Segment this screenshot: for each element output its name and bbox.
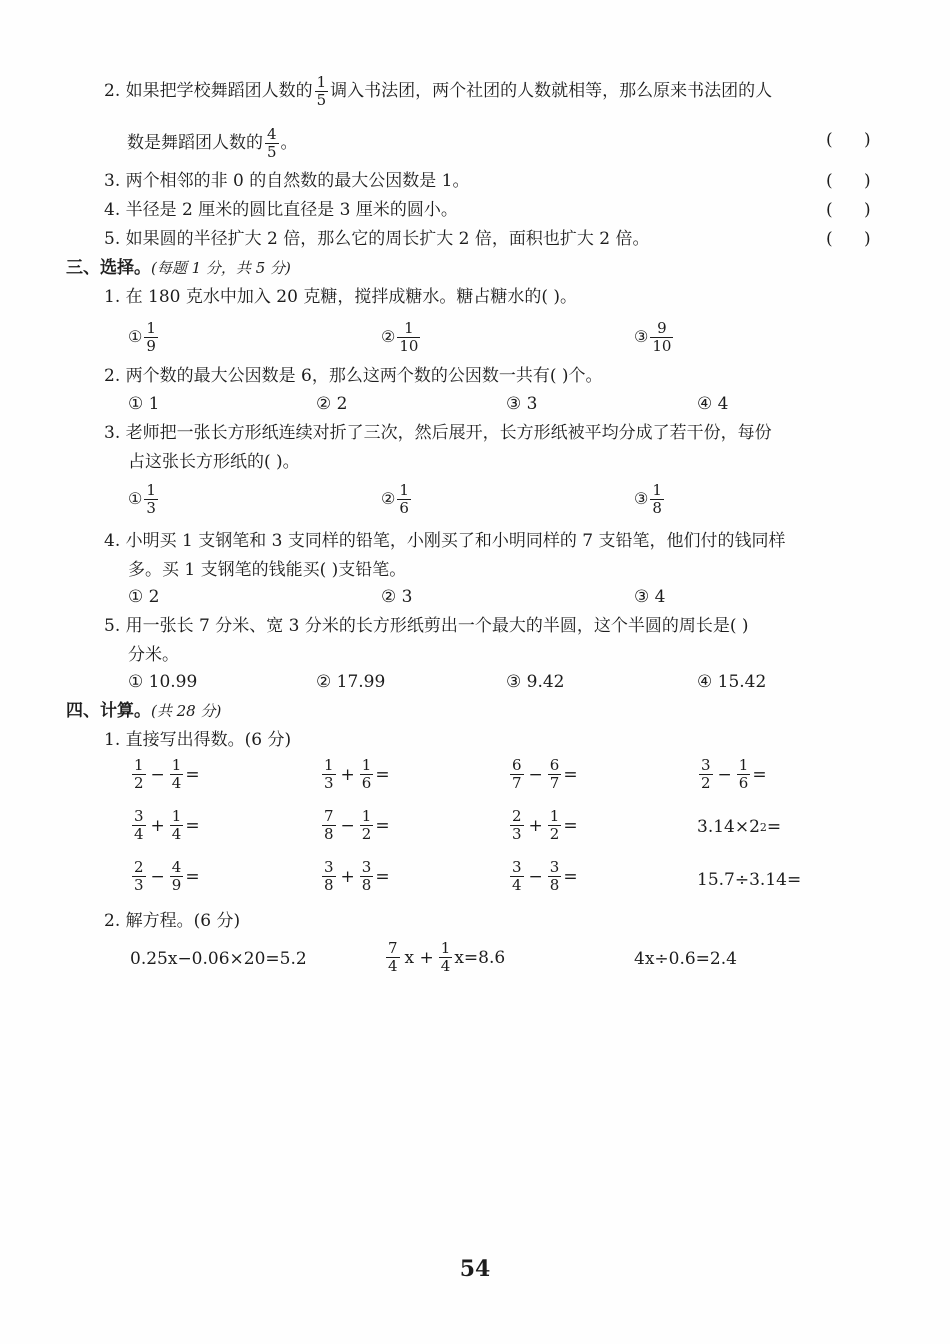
option[interactable]: ③ 3 <box>506 394 538 414</box>
judge-q5: 5. 如果圆的半径扩大 2 倍，那么它的周长扩大 2 倍，面积也扩大 2 倍。 <box>104 229 650 249</box>
judge-q3: 3. 两个相邻的非 0 的自然数的最大公因数是 1。 <box>104 171 470 191</box>
section-heading: 三、选择。(每题 1 分，共 5 分) <box>66 258 291 278</box>
fraction: $\frac{1}{5}$ <box>316 73 327 109</box>
option[interactable]: ② 17.99 <box>316 672 386 692</box>
option[interactable]: ② $\frac{1}{6}$ <box>381 481 409 517</box>
choice-q4-line2: 多。买 1 支钢笔的钱能买( )支铅笔。 <box>128 560 407 580</box>
calc-expression: $\frac{6}{7}$ − $\frac{6}{7}$ = <box>512 756 578 792</box>
answer-paren[interactable]: ( ) <box>826 229 871 249</box>
choice-q2: 2. 两个数的最大公因数是 6，那么这两个数的公因数一共有( )个。 <box>104 366 603 386</box>
option[interactable]: ③ $\frac{1}{8}$ <box>634 481 662 517</box>
option[interactable]: ① $\frac{1}{9}$ <box>128 319 156 355</box>
option[interactable]: ④ 15.42 <box>697 672 767 692</box>
calc-subheading: 2. 解方程。(6 分) <box>104 911 241 931</box>
page-number: 54 <box>459 1256 491 1282</box>
fraction: $\frac{4}{5}$ <box>267 125 277 161</box>
choice-q4-line1: 4. 小明买 1 支钢笔和 3 支同样的铅笔，小刚买了和小明同样的 7 支铅笔，他们付的钱同样 <box>104 531 786 551</box>
answer-paren[interactable]: ( ) <box>826 130 871 150</box>
section-heading: 四、计算。(共 28 分) <box>66 701 222 721</box>
calc-expression: $\frac{7}{8}$ − $\frac{1}{2}$ = <box>324 807 390 843</box>
calc-subheading: 1. 直接写出得数。(6 分) <box>104 730 292 750</box>
calc-expression: $\frac{3}{4}$ − $\frac{3}{8}$ = <box>512 858 578 894</box>
judge-q2-line2: 数是舞蹈团人数的 $\frac{4}{5}$ 。 <box>127 125 298 161</box>
calc-expression: $\frac{1}{3}$ + $\frac{1}{6}$ = <box>324 756 390 792</box>
option[interactable]: ③ $\frac{9}{10}$ <box>634 319 672 355</box>
calc-expression: 15.7÷3.14= <box>697 870 802 890</box>
option[interactable]: ① 1 <box>128 394 160 414</box>
answer-paren[interactable]: ( ) <box>826 171 871 191</box>
choice-q3-line1: 3. 老师把一张长方形纸连续对折了三次，然后展开，长方形纸被平均分成了若干份，每份 <box>104 423 772 443</box>
equation: 0.25x−0.06×20=5.2 <box>130 949 307 969</box>
option[interactable]: ② 3 <box>381 587 413 607</box>
option[interactable]: ② 2 <box>316 394 348 414</box>
calc-expression: 3.14×2 2 = <box>697 817 782 837</box>
equation: $\frac{7}{4}$ x + $\frac{1}{4}$ x=8.6 <box>388 939 506 975</box>
option[interactable]: ③ 4 <box>634 587 666 607</box>
choice-q1: 1. 在 180 克水中加入 20 克糖，搅拌成糖水。糖占糖水的( )。 <box>104 287 577 307</box>
calc-expression: $\frac{2}{3}$ + $\frac{1}{2}$ = <box>512 807 578 843</box>
equation: 4x÷0.6=2.4 <box>634 949 737 969</box>
answer-paren[interactable]: ( ) <box>826 200 871 220</box>
choice-q3-line2: 占这张长方形纸的( )。 <box>128 452 300 472</box>
calc-expression: $\frac{3}{4}$ + $\frac{1}{4}$ = <box>134 807 200 843</box>
choice-q5-line1: 5. 用一张长 7 分米、宽 3 分米的长方形纸剪出一个最大的半圆，这个半圆的周长是( ) <box>104 616 749 636</box>
choice-q5-line2: 分米。 <box>128 645 179 665</box>
calc-expression: $\frac{3}{8}$ + $\frac{3}{8}$ = <box>324 858 390 894</box>
option[interactable]: ① $\frac{1}{3}$ <box>128 481 156 517</box>
calc-expression: $\frac{2}{3}$ − $\frac{4}{9}$ = <box>134 858 200 894</box>
judge-q4: 4. 半径是 2 厘米的圆比直径是 3 厘米的圆小。 <box>104 200 458 220</box>
option[interactable]: ② $\frac{1}{10}$ <box>381 319 419 355</box>
calc-expression: $\frac{3}{2}$ − $\frac{1}{6}$ = <box>701 756 767 792</box>
option[interactable]: ③ 9.42 <box>506 672 565 692</box>
option[interactable]: ④ 4 <box>697 394 729 414</box>
judge-q2-line1: 2. 如果把学校舞蹈团人数的 $\frac{1}{5}$ 调入书法团，两个社团的人数就相等，那么原来书法团的人 <box>104 73 773 109</box>
option[interactable]: ① 10.99 <box>128 672 198 692</box>
option[interactable]: ① 2 <box>128 587 160 607</box>
calc-expression: $\frac{1}{2}$ − $\frac{1}{4}$ = <box>134 756 200 792</box>
